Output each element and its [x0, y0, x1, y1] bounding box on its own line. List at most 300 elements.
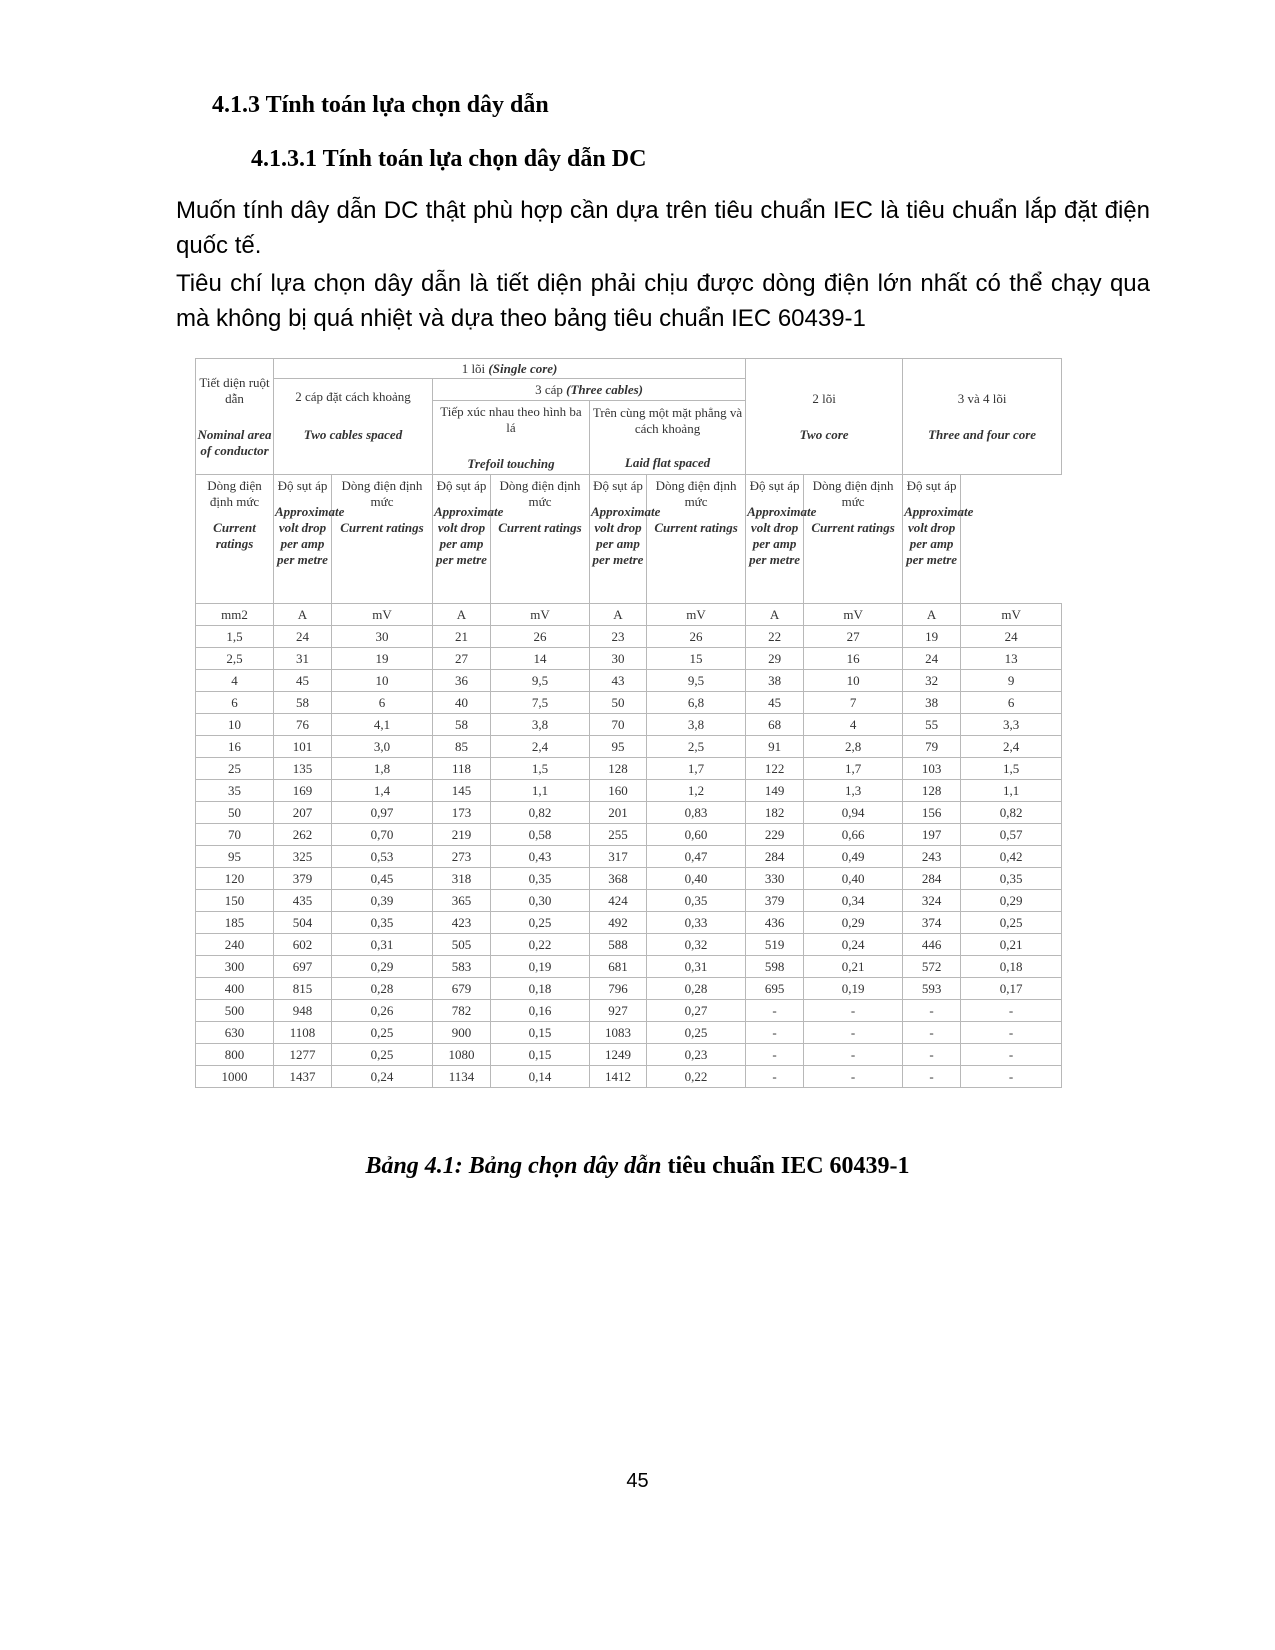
- current-rating-cell: 273: [433, 846, 491, 868]
- volt-drop-cell: 0,53: [332, 846, 433, 868]
- current-ratings-header-vi: Dòng điện định mức: [812, 478, 894, 509]
- two-core-header-en: Two core: [799, 426, 849, 442]
- table-row: [196, 670, 1062, 692]
- current-rating-cell: 1277: [274, 1044, 332, 1066]
- current-rating-cell: 317: [590, 846, 647, 868]
- table-row: [196, 758, 1062, 780]
- volt-drop-cell: 0,25: [647, 1022, 746, 1044]
- table-row: [196, 692, 1062, 714]
- current-rating-cell: 423: [433, 912, 491, 934]
- volt-drop-cell: 0,28: [332, 978, 433, 1000]
- current-rating-cell: 374: [903, 912, 961, 934]
- volt-drop-cell: 0,26: [332, 1000, 433, 1022]
- two-cables-spaced-header: [274, 379, 433, 475]
- volt-drop-cell: 0,94: [804, 802, 903, 824]
- current-rating-cell: 27: [433, 648, 491, 670]
- volt-drop-cell: 0,25: [332, 1022, 433, 1044]
- volt-drop-cell: 0,45: [332, 868, 433, 890]
- current-rating-cell: 588: [590, 934, 647, 956]
- volt-drop-cell: -: [961, 1066, 1062, 1088]
- current-rating-cell: 135: [274, 758, 332, 780]
- unit-cell: A: [590, 604, 647, 626]
- volt-drop-cell: 3,0: [332, 736, 433, 758]
- volt-drop-cell: -: [804, 1022, 903, 1044]
- volt-drop-cell: -: [804, 1044, 903, 1066]
- volt-drop-header-vi: Độ sụt áp: [749, 478, 800, 493]
- volt-drop-cell: 27: [804, 626, 903, 648]
- current-rating-cell: 145: [433, 780, 491, 802]
- volt-drop-cell: 10: [804, 670, 903, 692]
- volt-drop-cell: 0,40: [647, 868, 746, 890]
- current-rating-cell: 695: [746, 978, 804, 1000]
- current-rating-cell: 173: [433, 802, 491, 824]
- volt-drop-cell: 1,1: [491, 780, 590, 802]
- volt-drop-cell: 0,25: [491, 912, 590, 934]
- current-rating-cell: 368: [590, 868, 647, 890]
- current-rating-cell: -: [903, 1000, 961, 1022]
- table-row: [196, 780, 1062, 802]
- single-core-header: [274, 359, 746, 379]
- volt-drop-header: [746, 475, 817, 604]
- conductor-area-cell: 50: [196, 802, 274, 824]
- current-rating-cell: 32: [903, 670, 961, 692]
- current-rating-cell: 24: [274, 626, 332, 648]
- volt-drop-cell: 0,31: [332, 934, 433, 956]
- volt-drop-cell: 0,40: [804, 868, 903, 890]
- table-caption: [0, 1153, 1275, 1180]
- conductor-area-cell: 70: [196, 824, 274, 846]
- volt-drop-cell: 3,3: [961, 714, 1062, 736]
- current-rating-cell: 29: [746, 648, 804, 670]
- current-rating-cell: 19: [903, 626, 961, 648]
- current-ratings-header-vi: Dòng điện định mức: [655, 478, 737, 509]
- volt-drop-cell: 6,8: [647, 692, 746, 714]
- volt-drop-cell: 2,5: [647, 736, 746, 758]
- current-rating-cell: 118: [433, 758, 491, 780]
- three-four-core-header: [903, 359, 1062, 475]
- current-ratings-header: [196, 475, 274, 604]
- volt-drop-cell: 0,30: [491, 890, 590, 912]
- volt-drop-cell: 0,24: [332, 1066, 433, 1088]
- paragraph-iec-intro: Muốn tính dây dẫn DC thật phù hợp cần dựa trên tiêu chuẩn IEC là tiêu chuẩn lắp đặt điện quốc tế.: [176, 197, 1150, 259]
- laid-flat-spaced-header-en: Laid flat spaced: [624, 454, 711, 470]
- two-core-header: [746, 359, 903, 475]
- current-rating-cell: 436: [746, 912, 804, 934]
- current-rating-cell: 1080: [433, 1044, 491, 1066]
- unit-row: [196, 604, 1062, 626]
- volt-drop-header-en: Approximate volt drop per amp per metre: [747, 504, 817, 567]
- three-four-core-header-en: Three and four core: [928, 426, 1037, 442]
- volt-drop-cell: 0,70: [332, 824, 433, 846]
- trefoil-touching-header-en: Trefoil touching: [467, 455, 555, 471]
- volt-drop-cell: 26: [491, 626, 590, 648]
- laid-flat-spaced-header: [590, 401, 746, 475]
- volt-drop-cell: 0,27: [647, 1000, 746, 1022]
- volt-drop-cell: 0,66: [804, 824, 903, 846]
- volt-drop-cell: 1,8: [332, 758, 433, 780]
- volt-drop-header-vi: Độ sụt áp: [436, 478, 487, 493]
- volt-drop-cell: 24: [961, 626, 1062, 648]
- current-rating-cell: 379: [746, 890, 804, 912]
- table-row: [196, 956, 1062, 978]
- volt-drop-header-en: Approximate volt drop per amp per metre: [434, 504, 504, 567]
- volt-drop-cell: 0,43: [491, 846, 590, 868]
- current-rating-cell: 58: [274, 692, 332, 714]
- current-rating-cell: 519: [746, 934, 804, 956]
- current-rating-cell: 782: [433, 1000, 491, 1022]
- volt-drop-cell: 0,19: [491, 956, 590, 978]
- volt-drop-cell: 4,1: [332, 714, 433, 736]
- unit-cell: A: [746, 604, 804, 626]
- volt-drop-cell: 0,35: [647, 890, 746, 912]
- current-rating-cell: 55: [903, 714, 961, 736]
- current-rating-cell: 50: [590, 692, 647, 714]
- trefoil-touching-header: [433, 401, 590, 475]
- unit-cell: mV: [491, 604, 590, 626]
- volt-drop-cell: 0,17: [961, 978, 1062, 1000]
- current-rating-cell: 22: [746, 626, 804, 648]
- volt-drop-cell: 0,29: [332, 956, 433, 978]
- unit-cell: mm2: [196, 604, 274, 626]
- volt-drop-cell: 7: [804, 692, 903, 714]
- current-ratings-header-en: Current ratings: [498, 520, 582, 535]
- volt-drop-cell: 0,22: [491, 934, 590, 956]
- current-rating-cell: 492: [590, 912, 647, 934]
- current-rating-cell: -: [746, 1044, 804, 1066]
- current-rating-cell: -: [746, 1022, 804, 1044]
- conductor-area-cell: 16: [196, 736, 274, 758]
- two-cables-spaced-header-vi: 2 cáp đặt cách khoảng: [295, 388, 411, 404]
- current-rating-cell: 38: [903, 692, 961, 714]
- conductor-area-cell: 2,5: [196, 648, 274, 670]
- volt-drop-cell: 1,5: [961, 758, 1062, 780]
- current-rating-cell: 160: [590, 780, 647, 802]
- current-ratings-header-en: Current ratings: [811, 520, 895, 535]
- volt-drop-cell: 4: [804, 714, 903, 736]
- current-rating-cell: 262: [274, 824, 332, 846]
- two-core-header-vi: 2 lõi: [812, 390, 836, 406]
- current-rating-cell: 424: [590, 890, 647, 912]
- current-rating-cell: 243: [903, 846, 961, 868]
- volt-drop-cell: 1,4: [332, 780, 433, 802]
- current-rating-cell: 446: [903, 934, 961, 956]
- volt-drop-cell: 0,83: [647, 802, 746, 824]
- volt-drop-cell: 1,3: [804, 780, 903, 802]
- volt-drop-cell: 0,24: [804, 934, 903, 956]
- current-rating-cell: 156: [903, 802, 961, 824]
- volt-drop-cell: 0,28: [647, 978, 746, 1000]
- table-row: [196, 934, 1062, 956]
- current-rating-cell: 796: [590, 978, 647, 1000]
- current-rating-cell: 103: [903, 758, 961, 780]
- current-ratings-header-vi: Dòng điện định mức: [499, 478, 581, 509]
- volt-drop-cell: 9: [961, 670, 1062, 692]
- current-rating-cell: 76: [274, 714, 332, 736]
- conductor-area-cell: 185: [196, 912, 274, 934]
- current-rating-cell: 85: [433, 736, 491, 758]
- current-rating-cell: 30: [590, 648, 647, 670]
- current-rating-cell: -: [746, 1000, 804, 1022]
- current-rating-cell: 58: [433, 714, 491, 736]
- volt-drop-cell: 2,4: [961, 736, 1062, 758]
- current-rating-cell: 815: [274, 978, 332, 1000]
- current-ratings-header-en: Current ratings: [213, 520, 256, 551]
- table-row: [196, 802, 1062, 824]
- current-ratings-header-en: Current ratings: [654, 520, 738, 535]
- volt-drop-cell: -: [961, 1000, 1062, 1022]
- unit-cell: mV: [804, 604, 903, 626]
- current-rating-cell: 284: [746, 846, 804, 868]
- current-rating-cell: 1108: [274, 1022, 332, 1044]
- laid-flat-spaced-header-vi: Trên cùng một mặt phẳng và cách khoảng: [592, 404, 743, 436]
- unit-cell: A: [903, 604, 961, 626]
- unit-cell: A: [274, 604, 332, 626]
- volt-drop-cell: 0,31: [647, 956, 746, 978]
- volt-drop-cell: 3,8: [647, 714, 746, 736]
- unit-cell: mV: [647, 604, 746, 626]
- volt-drop-cell: -: [804, 1066, 903, 1088]
- table-row: [196, 978, 1062, 1000]
- volt-drop-cell: -: [961, 1044, 1062, 1066]
- conductor-area-header-en: Nominal area of conductor: [197, 426, 272, 458]
- unit-cell: mV: [332, 604, 433, 626]
- volt-drop-cell: 14: [491, 648, 590, 670]
- current-rating-cell: -: [903, 1022, 961, 1044]
- current-rating-cell: 318: [433, 868, 491, 890]
- volt-drop-cell: 0,29: [804, 912, 903, 934]
- current-ratings-header: [332, 475, 433, 604]
- volt-drop-cell: 2,4: [491, 736, 590, 758]
- current-rating-cell: 927: [590, 1000, 647, 1022]
- current-rating-cell: 36: [433, 670, 491, 692]
- current-rating-cell: 284: [903, 868, 961, 890]
- current-rating-cell: 435: [274, 890, 332, 912]
- volt-drop-cell: 7,5: [491, 692, 590, 714]
- three-cables-header-en: (Three cables): [566, 381, 643, 397]
- current-rating-cell: 197: [903, 824, 961, 846]
- conductor-area-cell: 400: [196, 978, 274, 1000]
- current-rating-cell: 504: [274, 912, 332, 934]
- subsection-heading: 4.1.3.1 Tính toán lựa chọn dây dẫn DC: [251, 146, 647, 172]
- volt-drop-cell: 9,5: [491, 670, 590, 692]
- conductor-area-cell: 630: [196, 1022, 274, 1044]
- volt-drop-cell: 0,49: [804, 846, 903, 868]
- current-rating-cell: 325: [274, 846, 332, 868]
- volt-drop-cell: 0,25: [332, 1044, 433, 1066]
- current-rating-cell: -: [903, 1066, 961, 1088]
- single-core-header-vi: 1 lõi: [461, 360, 489, 376]
- volt-drop-cell: 0,32: [647, 934, 746, 956]
- volt-drop-cell: 0,97: [332, 802, 433, 824]
- current-rating-cell: -: [746, 1066, 804, 1088]
- volt-drop-cell: 0,35: [961, 868, 1062, 890]
- volt-drop-cell: 0,14: [491, 1066, 590, 1088]
- volt-drop-cell: 0,29: [961, 890, 1062, 912]
- volt-drop-header-vi: Độ sụt áp: [277, 478, 328, 493]
- current-rating-cell: 95: [590, 736, 647, 758]
- current-rating-cell: 900: [433, 1022, 491, 1044]
- current-rating-cell: 1249: [590, 1044, 647, 1066]
- current-rating-cell: 1083: [590, 1022, 647, 1044]
- volt-drop-cell: 0,35: [332, 912, 433, 934]
- current-rating-cell: 23: [590, 626, 647, 648]
- current-rating-cell: 68: [746, 714, 804, 736]
- table-caption-standard: tiêu chuẩn IEC 60439-1: [661, 1153, 910, 1179]
- current-rating-cell: 598: [746, 956, 804, 978]
- conductor-area-cell: 800: [196, 1044, 274, 1066]
- current-rating-cell: 70: [590, 714, 647, 736]
- current-rating-cell: 128: [590, 758, 647, 780]
- conductor-area-cell: 1,5: [196, 626, 274, 648]
- table-row: [196, 824, 1062, 846]
- volt-drop-cell: 0,47: [647, 846, 746, 868]
- volt-drop-cell: 0,39: [332, 890, 433, 912]
- current-rating-cell: 91: [746, 736, 804, 758]
- current-rating-cell: 21: [433, 626, 491, 648]
- volt-drop-cell: 0,21: [961, 934, 1062, 956]
- current-rating-cell: 24: [903, 648, 961, 670]
- current-rating-cell: 330: [746, 868, 804, 890]
- current-ratings-header-vi: Dòng điện định mức: [207, 478, 262, 509]
- table-row: [196, 648, 1062, 670]
- volt-drop-cell: 30: [332, 626, 433, 648]
- current-rating-cell: 255: [590, 824, 647, 846]
- table-row: [196, 868, 1062, 890]
- conductor-area-cell: 4: [196, 670, 274, 692]
- current-rating-cell: 229: [746, 824, 804, 846]
- conductor-area-cell: 500: [196, 1000, 274, 1022]
- volt-drop-cell: 0,21: [804, 956, 903, 978]
- table-row: [196, 714, 1062, 736]
- volt-drop-cell: 2,8: [804, 736, 903, 758]
- current-rating-cell: 40: [433, 692, 491, 714]
- volt-drop-cell: 1,1: [961, 780, 1062, 802]
- volt-drop-cell: 0,15: [491, 1044, 590, 1066]
- current-rating-cell: 79: [903, 736, 961, 758]
- volt-drop-cell: 15: [647, 648, 746, 670]
- current-rating-cell: 182: [746, 802, 804, 824]
- volt-drop-cell: 0,19: [804, 978, 903, 1000]
- conductor-area-cell: 300: [196, 956, 274, 978]
- conductor-area-cell: 25: [196, 758, 274, 780]
- three-cables-header: [433, 379, 746, 401]
- current-rating-cell: 122: [746, 758, 804, 780]
- conductor-area-header: [196, 359, 274, 475]
- current-rating-cell: 128: [903, 780, 961, 802]
- volt-drop-cell: 0,58: [491, 824, 590, 846]
- current-ratings-header-vi: Dòng điện định mức: [341, 478, 423, 509]
- volt-drop-cell: 1,5: [491, 758, 590, 780]
- three-four-core-header-vi: 3 và 4 lõi: [957, 390, 1007, 406]
- volt-drop-cell: 0,23: [647, 1044, 746, 1066]
- current-rating-cell: 602: [274, 934, 332, 956]
- volt-drop-cell: 1,2: [647, 780, 746, 802]
- table-row: [196, 1022, 1062, 1044]
- current-rating-cell: 324: [903, 890, 961, 912]
- volt-drop-cell: 6: [961, 692, 1062, 714]
- table-row: [196, 1044, 1062, 1066]
- volt-drop-header: [590, 475, 661, 604]
- volt-drop-header: [433, 475, 504, 604]
- table-row: [196, 912, 1062, 934]
- volt-drop-header-en: Approximate volt drop per amp per metre: [904, 504, 974, 567]
- table-row: [196, 1000, 1062, 1022]
- conductor-area-cell: 35: [196, 780, 274, 802]
- current-rating-cell: 169: [274, 780, 332, 802]
- volt-drop-cell: 0,35: [491, 868, 590, 890]
- conductor-area-cell: 120: [196, 868, 274, 890]
- current-rating-cell: 679: [433, 978, 491, 1000]
- unit-cell: A: [433, 604, 491, 626]
- table-row: [196, 846, 1062, 868]
- current-rating-cell: 697: [274, 956, 332, 978]
- volt-drop-cell: 0,60: [647, 824, 746, 846]
- volt-drop-header-en: Approximate volt drop per amp per metre: [591, 504, 661, 567]
- volt-drop-cell: 6: [332, 692, 433, 714]
- volt-drop-cell: 19: [332, 648, 433, 670]
- conductor-area-cell: 1000: [196, 1066, 274, 1088]
- volt-drop-cell: 0,34: [804, 890, 903, 912]
- volt-drop-cell: -: [804, 1000, 903, 1022]
- current-rating-cell: 101: [274, 736, 332, 758]
- volt-drop-cell: 1,7: [804, 758, 903, 780]
- volt-drop-cell: 0,25: [961, 912, 1062, 934]
- table-row: [196, 736, 1062, 758]
- current-rating-cell: 379: [274, 868, 332, 890]
- current-rating-cell: 31: [274, 648, 332, 670]
- volt-drop-cell: 13: [961, 648, 1062, 670]
- trefoil-touching-header-vi: Tiếp xúc nhau theo hình ba lá: [440, 403, 582, 435]
- current-rating-cell: 681: [590, 956, 647, 978]
- page-number: 45: [626, 1470, 649, 1492]
- current-ratings-header: [647, 475, 746, 604]
- volt-drop-cell: 3,8: [491, 714, 590, 736]
- single-core-header-en: (Single core): [488, 360, 558, 376]
- cable-selection-table: [195, 358, 1062, 1088]
- current-rating-cell: 505: [433, 934, 491, 956]
- volt-drop-cell: 0,33: [647, 912, 746, 934]
- volt-drop-header-vi: Độ sụt áp: [906, 478, 957, 493]
- current-rating-cell: 1412: [590, 1066, 647, 1088]
- three-cables-header-vi: 3 cáp: [535, 381, 567, 397]
- table-row: [196, 890, 1062, 912]
- paragraph-selection-criteria: Tiêu chí lựa chọn dây dẫn là tiết diện phải chịu được dòng điện lớn nhất có thể chạy qua mà không bị quá nhiệt và dựa theo bảng tiêu chuẩn IEC 60439-1: [176, 270, 1150, 332]
- subheader-row: [196, 475, 1062, 604]
- current-rating-cell: 583: [433, 956, 491, 978]
- current-rating-cell: 593: [903, 978, 961, 1000]
- volt-drop-header-en: Approximate volt drop per amp per metre: [275, 504, 345, 567]
- volt-drop-cell: 0,22: [647, 1066, 746, 1088]
- current-rating-cell: -: [903, 1044, 961, 1066]
- table-caption-label: Bảng 4.1: Bảng chọn dây dẫn: [365, 1153, 662, 1179]
- volt-drop-cell: 0,82: [491, 802, 590, 824]
- current-rating-cell: 201: [590, 802, 647, 824]
- volt-drop-header: [274, 475, 345, 604]
- current-rating-cell: 219: [433, 824, 491, 846]
- volt-drop-cell: 0,82: [961, 802, 1062, 824]
- current-rating-cell: 1437: [274, 1066, 332, 1088]
- unit-cell: mV: [961, 604, 1062, 626]
- conductor-area-cell: 10: [196, 714, 274, 736]
- conductor-area-cell: 6: [196, 692, 274, 714]
- conductor-area-cell: 95: [196, 846, 274, 868]
- current-rating-cell: 1134: [433, 1066, 491, 1088]
- volt-drop-header: [903, 475, 974, 604]
- current-ratings-header: [491, 475, 590, 604]
- current-rating-cell: 45: [746, 692, 804, 714]
- current-rating-cell: 149: [746, 780, 804, 802]
- conductor-area-cell: 240: [196, 934, 274, 956]
